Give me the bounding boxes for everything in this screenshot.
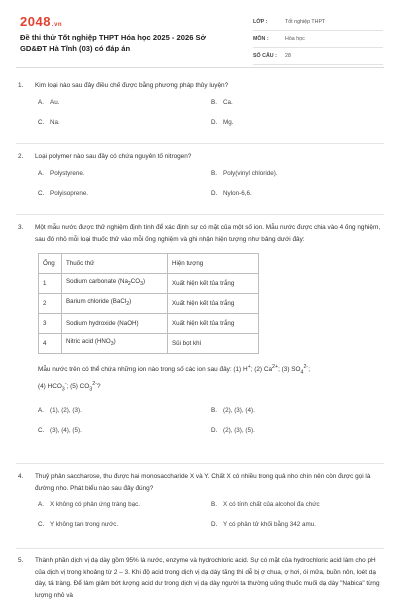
option-key: D. bbox=[211, 118, 218, 126]
table-cell: Xuất hiện kết tủa trắng bbox=[168, 314, 259, 334]
table-cell: 2 bbox=[39, 294, 62, 314]
question-divider bbox=[16, 143, 384, 144]
table-cell: Sodium hydroxide (NaOH) bbox=[62, 314, 168, 334]
subscript: 3 bbox=[89, 386, 93, 393]
table-cell bbox=[62, 294, 168, 314]
option-b[interactable] bbox=[211, 406, 384, 415]
superscript: 2- bbox=[92, 380, 97, 387]
option-key: C. bbox=[38, 118, 45, 126]
question-2 bbox=[18, 151, 384, 198]
question-number: 3. bbox=[18, 224, 24, 231]
followup-text: ? bbox=[97, 383, 101, 391]
question-number: 1. bbox=[18, 82, 24, 89]
table-row bbox=[39, 274, 259, 294]
superscript: - bbox=[64, 380, 67, 387]
option-key: B. bbox=[211, 169, 217, 177]
table-row bbox=[39, 334, 259, 354]
reagent-text: ) bbox=[113, 338, 116, 346]
question-number: 2. bbox=[18, 153, 24, 160]
table-row bbox=[39, 294, 259, 314]
logo-text: 2048 bbox=[20, 14, 51, 29]
option-text: Nylon-6,6. bbox=[223, 189, 252, 197]
subscript: 2 bbox=[126, 301, 130, 308]
option-key: A. bbox=[38, 98, 44, 106]
followup-line bbox=[38, 362, 384, 379]
option-key: A. bbox=[38, 501, 44, 508]
answer-options bbox=[38, 500, 384, 529]
reagent-text: ) bbox=[129, 298, 132, 306]
option-text: (2), (3), (5). bbox=[223, 426, 255, 434]
question-text: Thành phần dịch vị dạ dày gồm 95% là nước, enzyme và hydrochloric acid. Sự có mặt của hydrochloric acid làm cho pH của dịch vị trong khoảng từ 2 – 3. Khi độ acid trong dịch vị dạ dày tăng thì dễ bị ợ chua, ợ hơi, ói mửa, buồn nôn, loét dạ dày, tá tràng. Để làm giảm bớt lượng acid dư trong dịch vị dạ dày người ta thường uống thuốc muối dạ dày "Nabica" từng lượng nhỏ và bbox=[35, 557, 380, 599]
option-c[interactable] bbox=[38, 189, 211, 198]
option-key: C. bbox=[38, 189, 45, 197]
table-row bbox=[39, 314, 259, 334]
option-text: Na. bbox=[50, 118, 60, 126]
option-key: C. bbox=[38, 521, 45, 528]
option-c[interactable] bbox=[38, 426, 211, 435]
table-header: Ống bbox=[39, 254, 62, 274]
option-key: B. bbox=[211, 406, 217, 414]
option-a[interactable] bbox=[38, 500, 211, 509]
table-cell bbox=[62, 274, 168, 294]
option-text: Y không tan trong nước. bbox=[50, 521, 119, 528]
meta-value: Hóa học bbox=[285, 36, 305, 42]
followup-line bbox=[38, 379, 384, 396]
option-key: C. bbox=[38, 426, 45, 434]
option-key: B. bbox=[211, 98, 217, 106]
reagent-text: Barium chloride (BaCl bbox=[66, 298, 127, 306]
question-1 bbox=[18, 80, 384, 127]
followup-text: ; (5) CO bbox=[66, 383, 90, 391]
option-c[interactable] bbox=[38, 118, 211, 127]
subscript: 3 bbox=[140, 281, 143, 288]
option-text: Au. bbox=[50, 98, 60, 106]
table-header: Thuốc thử bbox=[62, 254, 168, 274]
question-divider bbox=[16, 463, 384, 464]
answer-options bbox=[38, 406, 384, 435]
superscript: 2+ bbox=[272, 364, 279, 370]
option-d[interactable] bbox=[211, 118, 384, 127]
reagent-text: Sodium carbonate (Na bbox=[66, 278, 128, 286]
answer-options bbox=[38, 169, 384, 198]
subscript: 3 bbox=[61, 386, 65, 393]
followup-text: ; bbox=[308, 366, 310, 374]
subscript: 2 bbox=[127, 281, 131, 288]
option-a[interactable] bbox=[38, 169, 211, 178]
table-cell: 3 bbox=[39, 314, 62, 334]
logo[interactable] bbox=[20, 14, 62, 29]
table-header-row bbox=[39, 254, 259, 274]
meta-key: LỚP : bbox=[253, 19, 268, 25]
option-a[interactable] bbox=[38, 98, 211, 107]
followup-text: ; (2) Ca bbox=[250, 366, 273, 374]
exam-meta bbox=[253, 14, 383, 65]
reagent-text: ) bbox=[142, 278, 146, 286]
reagent-text: CO bbox=[130, 278, 141, 286]
option-d[interactable] bbox=[211, 520, 384, 529]
meta-row-class bbox=[253, 14, 383, 31]
option-key: A. bbox=[38, 169, 44, 177]
option-text: X không có phản ứng tráng bạc. bbox=[50, 501, 140, 508]
meta-key: MÔN : bbox=[253, 36, 269, 42]
question-followup bbox=[38, 362, 384, 396]
option-c[interactable] bbox=[38, 520, 211, 529]
option-text: X có tính chất của alcohol đa chức bbox=[223, 501, 320, 508]
table-cell: Sủi bọt khí bbox=[168, 334, 259, 354]
question-4 bbox=[18, 471, 384, 529]
question-text: Thuỷ phân saccharose, thu được hai monosaccharide X và Y. Chất X có nhiều trong quả nho chín nên còn được gọi là đường nho. Phát biểu nào sau đây đúng? bbox=[35, 473, 371, 492]
superscript: + bbox=[247, 364, 251, 370]
header-divider bbox=[16, 67, 384, 68]
table-cell: Xuất hiện kết tủa trắng bbox=[168, 294, 259, 314]
table-cell bbox=[62, 334, 168, 354]
table-header: Hiện tượng bbox=[168, 254, 259, 274]
subscript: 4 bbox=[300, 369, 304, 376]
question-text: Một mẫu nước được thử nghiệm định tính để xác định sự có mặt của một số ion. Mẫu nước được chia vào 4 ống nghiệm, sau đó nhỏ mỗi loại thuốc thử vào mỗi ống nghiệm và ghi nhận hiện tượng như bảng dưới đây: bbox=[35, 224, 381, 243]
option-text: Mg. bbox=[223, 118, 234, 126]
meta-row-subject bbox=[253, 31, 383, 48]
option-text: Y có phân tử khối bằng 342 amu. bbox=[223, 521, 317, 528]
option-text: Ca. bbox=[223, 98, 233, 106]
question-3 bbox=[18, 222, 384, 435]
logo-tld: .vn bbox=[51, 22, 63, 28]
option-d[interactable] bbox=[211, 426, 384, 435]
option-key: A. bbox=[38, 406, 44, 414]
experiment-table bbox=[38, 253, 259, 354]
option-text: Poly(vinyl chloride). bbox=[223, 169, 278, 177]
option-key: B. bbox=[211, 501, 217, 508]
table-cell: Xuất hiện kết tủa trắng bbox=[168, 274, 259, 294]
question-divider bbox=[16, 548, 384, 549]
question-text: Loại polymer nào sau đây có chứa nguyên tố nitrogen? bbox=[35, 153, 192, 160]
option-text: (3), (4), (5). bbox=[50, 426, 82, 434]
table-cell: 4 bbox=[39, 334, 62, 354]
option-text: (1), (2), (3). bbox=[50, 406, 82, 414]
reagent-text: Nitric acid (HNO bbox=[66, 338, 111, 346]
followup-text: ; (3) SO bbox=[278, 366, 301, 374]
superscript: 2- bbox=[303, 364, 309, 370]
subscript: 3 bbox=[110, 341, 114, 348]
option-b[interactable] bbox=[211, 98, 384, 107]
question-text: Kim loại nào sau đây điều chế được bằng phương pháp thủy luyện? bbox=[35, 82, 229, 89]
option-d[interactable] bbox=[211, 189, 384, 198]
answer-options bbox=[38, 98, 384, 127]
option-text: Polystyrene. bbox=[50, 169, 85, 177]
exam-title: Đề thi thử Tốt nghiệp THPT Hóa học 2025 - 2026 Sở GD&ĐT Hà Tĩnh (03) có đáp án bbox=[20, 33, 207, 54]
meta-key: SỐ CÂU : bbox=[253, 53, 277, 59]
option-text: Polyisoprene. bbox=[50, 189, 89, 197]
option-b[interactable] bbox=[211, 169, 384, 178]
option-b[interactable] bbox=[211, 500, 384, 509]
option-text: (2), (3), (4). bbox=[223, 406, 255, 414]
meta-row-count bbox=[253, 48, 383, 65]
option-a[interactable] bbox=[38, 406, 211, 415]
followup-text: Mẫu nước trên có thể chứa những ion nào trong số các ion sau đây: (1) H bbox=[38, 366, 248, 374]
meta-value: 28 bbox=[285, 53, 291, 59]
question-number: 4. bbox=[18, 473, 24, 480]
table-cell: 1 bbox=[39, 274, 62, 294]
question-divider bbox=[16, 214, 384, 215]
option-key: D. bbox=[211, 189, 218, 197]
meta-value: Tốt nghiệp THPT bbox=[285, 19, 326, 25]
followup-text: (4) HCO bbox=[38, 383, 62, 391]
option-key: D. bbox=[211, 426, 218, 434]
question-number: 5. bbox=[18, 557, 24, 564]
question-5 bbox=[18, 555, 384, 601]
option-key: D. bbox=[211, 521, 218, 528]
